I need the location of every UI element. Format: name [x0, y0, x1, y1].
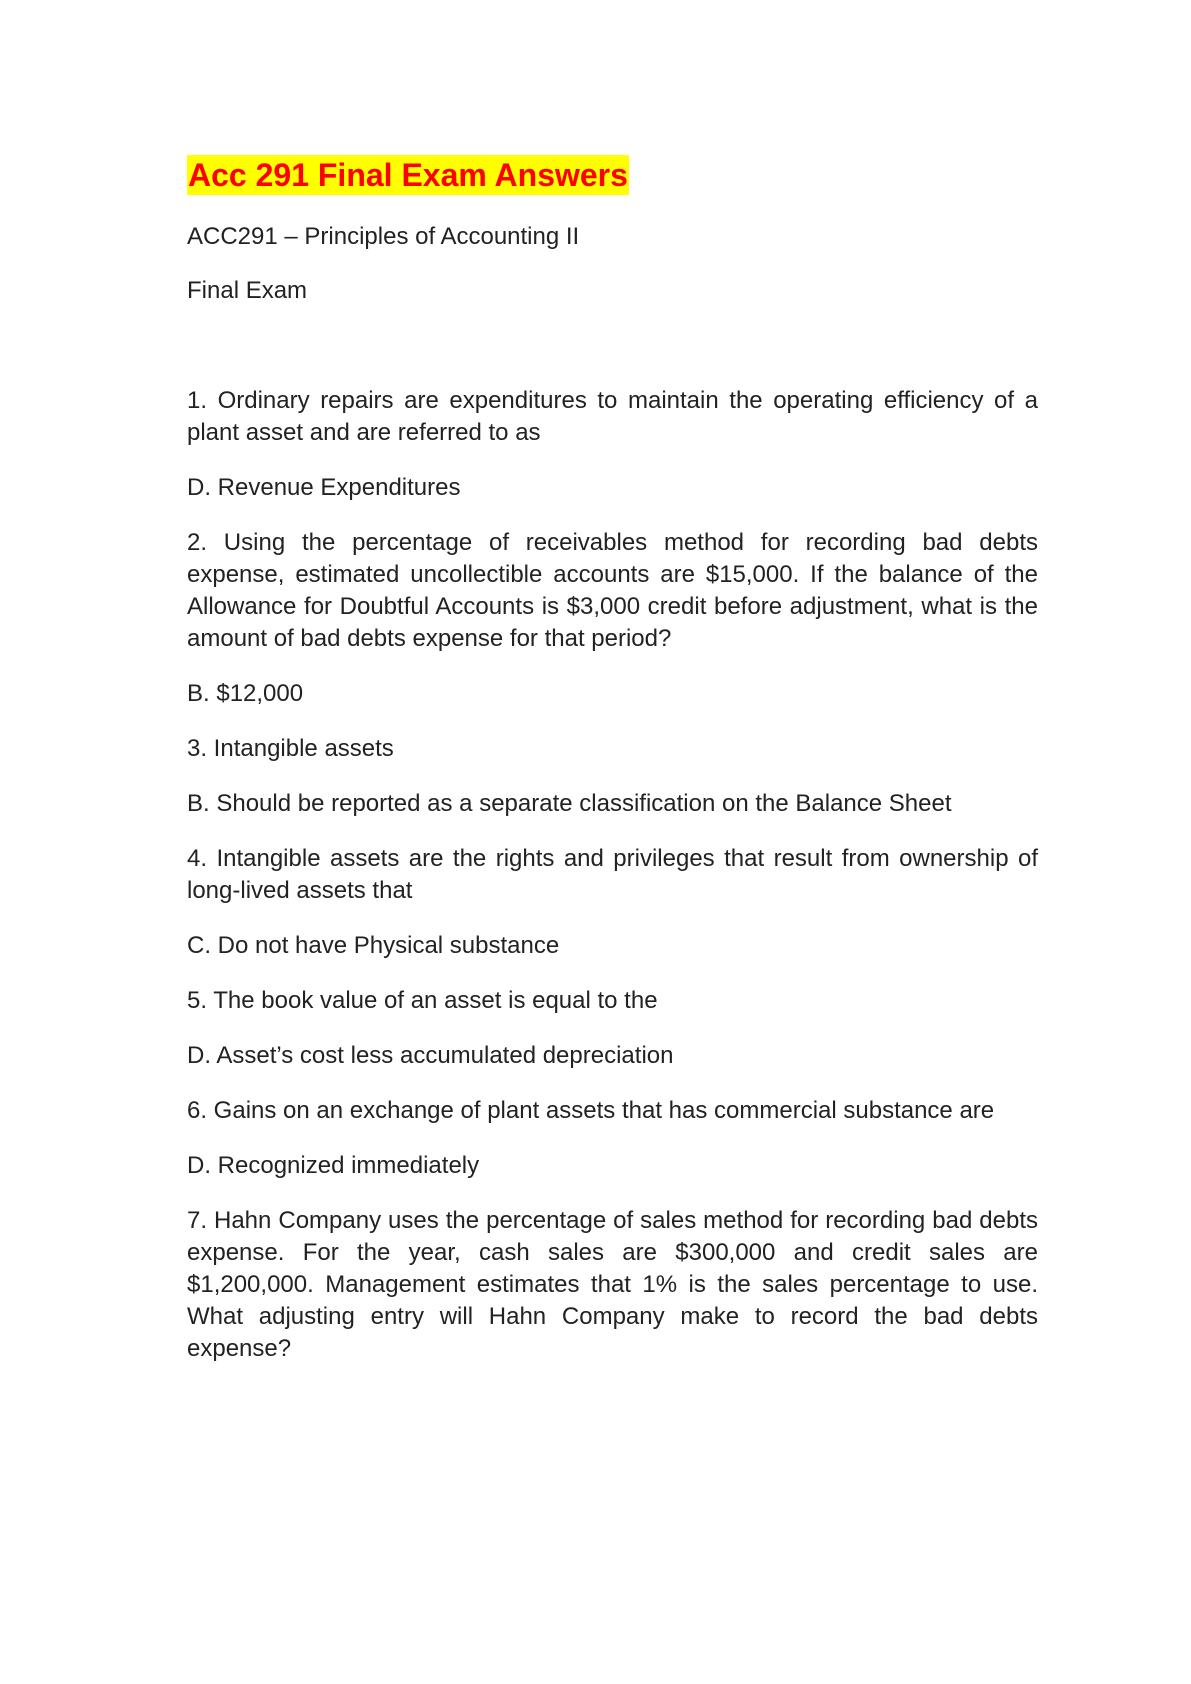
question-7: 7. Hahn Company uses the percentage of sales method for recording bad debts expense. For the year, cash sales are $300,000 and credit sales are $1,200,000. Management estimates that 1% is the sales percentage to use. What adjusting entry will Hahn Company make to record the bad debts expense? — [187, 1207, 1038, 1362]
course-name: ACC291 – Principles of Accounting II — [187, 223, 580, 250]
page-title: Acc 291 Final Exam Answers — [188, 157, 628, 193]
question-1: 1. Ordinary repairs are expenditures to maintain the operating efficiency of a plant asset and are referred to as — [187, 387, 1038, 446]
answer-6: D. Recognized immediately — [187, 1152, 480, 1179]
question-4: 4. Intangible assets are the rights and privileges that result from ownership of long-lived assets that — [187, 845, 1038, 904]
question-6: 6. Gains on an exchange of plant assets that has commercial substance are — [187, 1097, 995, 1124]
answer-1: D. Revenue Expenditures — [187, 474, 461, 501]
page-content — [187, 155, 1038, 1388]
exam-name: Final Exam — [187, 277, 308, 304]
question-2: 2. Using the percentage of receivables method for recording bad debts expense, estimated uncollectible accounts are $15,000. If the balance of the Allowance for Doubtful Accounts is $3,000 credit before adjustment, what is the amount of bad debts expense for that period? — [187, 529, 1038, 652]
answer-5: D. Asset’s cost less accumulated depreciation — [187, 1042, 674, 1069]
question-5: 5. The book value of an asset is equal to the — [187, 987, 658, 1014]
answer-2: B. $12,000 — [187, 680, 304, 707]
question-3: 3. Intangible assets — [187, 735, 394, 762]
answer-4: C. Do not have Physical substance — [187, 932, 560, 959]
question-answer-list — [187, 385, 1038, 1365]
answer-3: B. Should be reported as a separate classification on the Balance Sheet — [187, 790, 952, 817]
